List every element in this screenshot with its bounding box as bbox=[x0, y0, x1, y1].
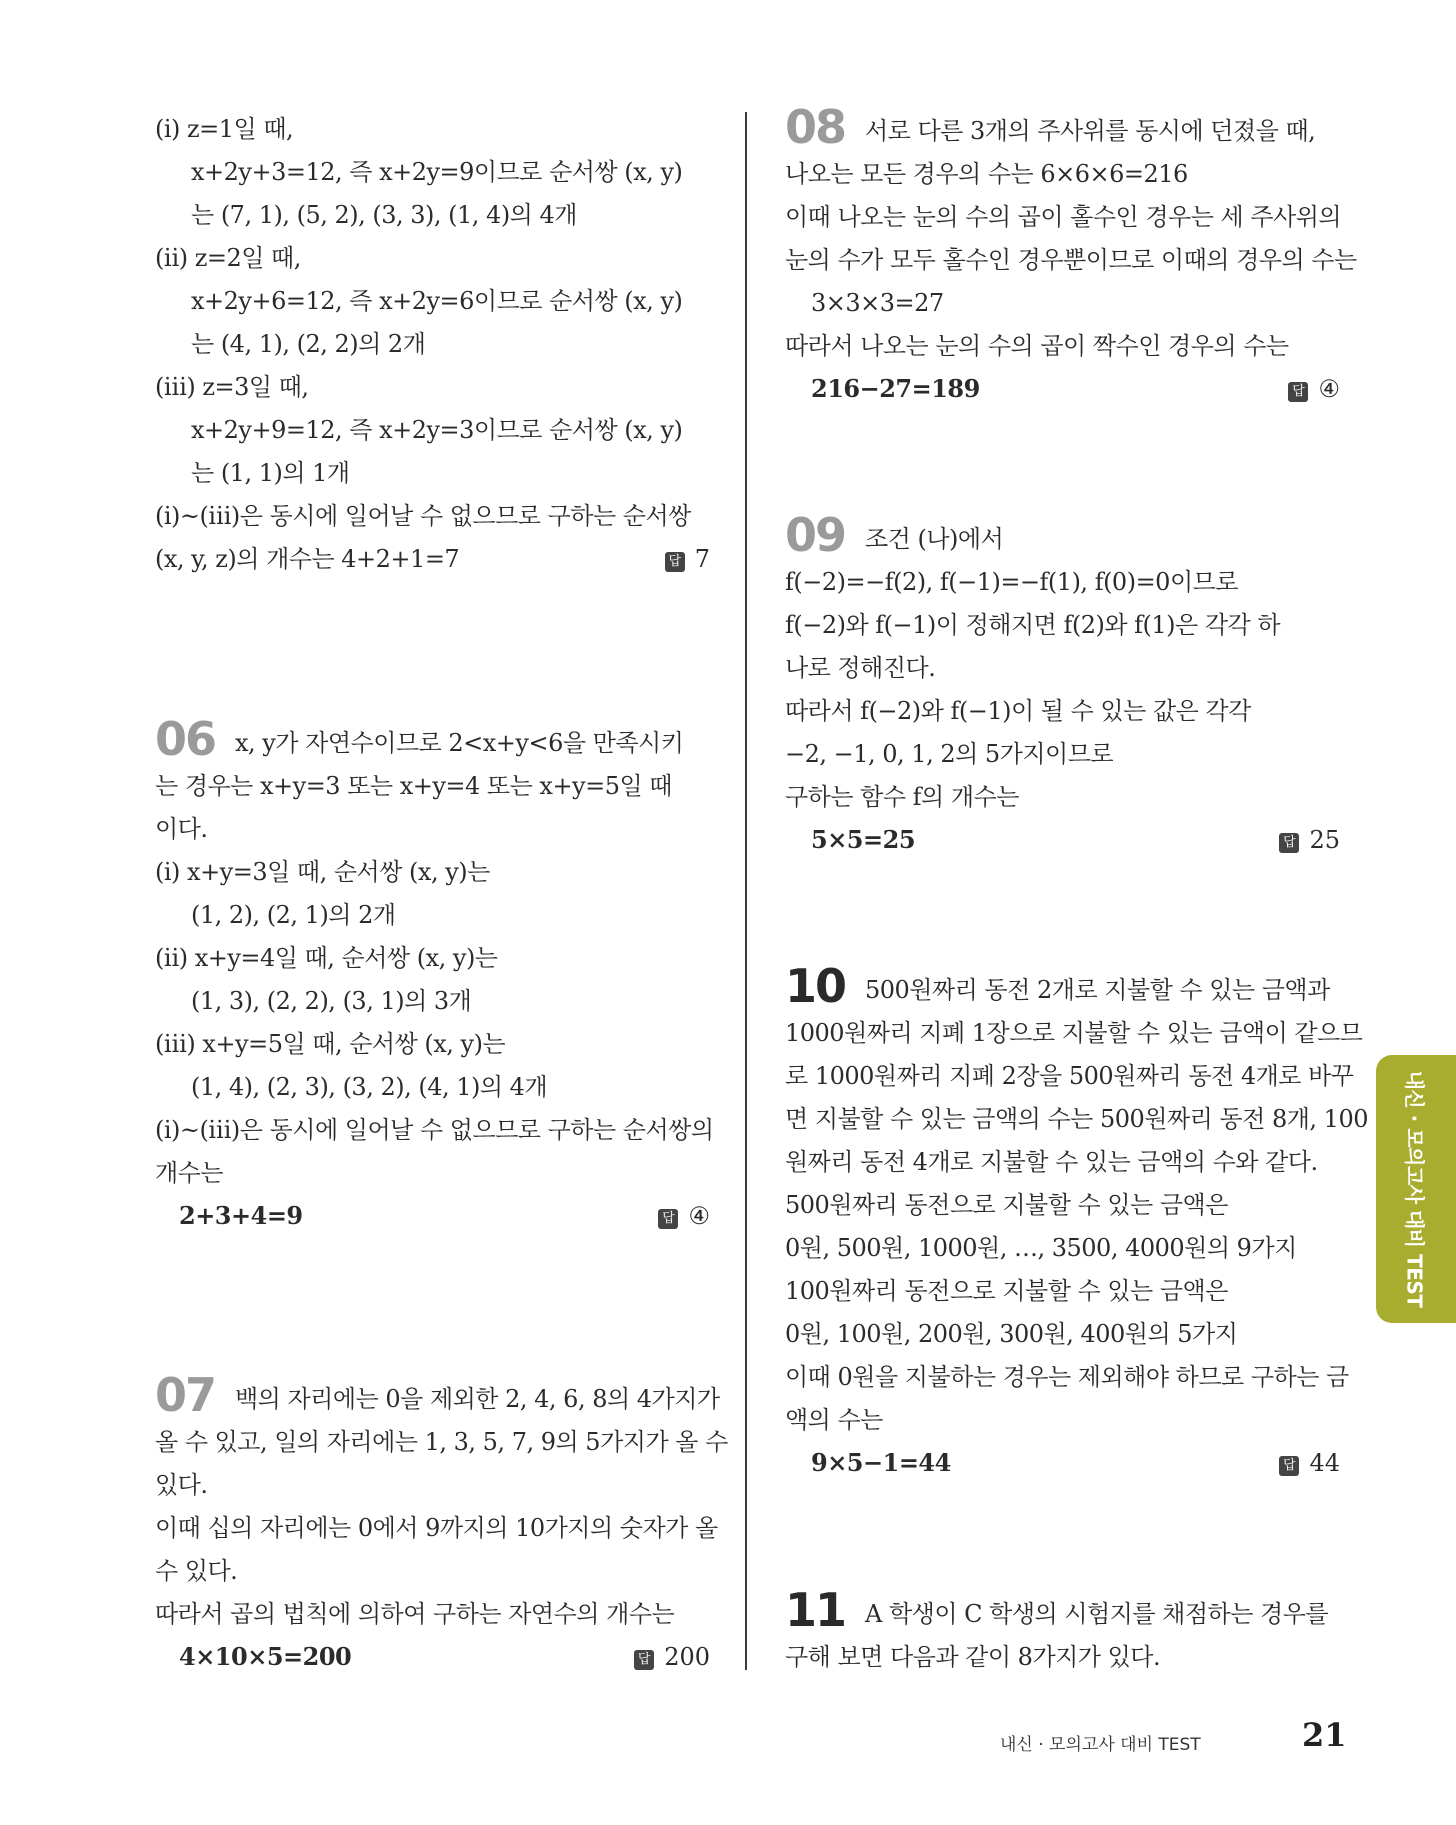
p10-answer: 답 44 bbox=[1279, 1448, 1340, 1478]
answer-icon: 답 bbox=[1288, 382, 1308, 402]
p08-answer: 답 ④ bbox=[1288, 374, 1340, 404]
p09-line: −2, −1, 0, 1, 2의 5가지이므로 bbox=[785, 740, 1114, 768]
p05-line: 는 (7, 1), (5, 2), (3, 3), (1, 4)의 4개 bbox=[191, 201, 577, 229]
answer-icon: 답 bbox=[1279, 833, 1299, 853]
p11-line: A 학생이 C 학생의 시험지를 채점하는 경우를 bbox=[865, 1600, 1329, 1628]
p07-line: 백의 자리에는 0을 제외한 2, 4, 6, 8의 4가지가 bbox=[235, 1385, 720, 1413]
p08-line: 따라서 나오는 눈의 수의 곱이 짝수인 경우의 수는 bbox=[785, 332, 1289, 360]
p06-line: (1, 2), (2, 1)의 2개 bbox=[191, 901, 396, 929]
p09-line: 5×5=25 bbox=[811, 825, 916, 854]
p10-line: 500원짜리 동전 2개로 지불할 수 있는 금액과 bbox=[865, 976, 1330, 1004]
side-tab-label: 내신 · 모의고사 대비 TEST bbox=[1402, 1070, 1427, 1308]
p05-line: 는 (4, 1), (2, 2)의 2개 bbox=[191, 330, 426, 358]
p06-line: 2+3+4=9 bbox=[179, 1201, 303, 1230]
p06-line: x, y가 자연수이므로 2<x+y<6을 만족시키 bbox=[235, 729, 684, 757]
problem-number-06: 06 bbox=[155, 712, 216, 766]
p06-line: (ⅲ) x+y=5일 때, 순서쌍 (x, y)는 bbox=[155, 1030, 506, 1058]
p08-line: 나오는 모든 경우의 수는 6×6×6=216 bbox=[785, 160, 1188, 188]
p10-line: 원짜리 동전 4개로 지불할 수 있는 금액의 수와 같다. bbox=[785, 1148, 1318, 1176]
p09-line: 조건 (나)에서 bbox=[865, 525, 1004, 553]
p11-line: 구해 보면 다음과 같이 8가지가 있다. bbox=[785, 1643, 1161, 1671]
p06-line: 는 경우는 x+y=3 또는 x+y=4 또는 x+y=5일 때 bbox=[155, 772, 672, 800]
p07-line: 있다. bbox=[155, 1471, 208, 1499]
p06-line: (ⅰ) x+y=3일 때, 순서쌍 (x, y)는 bbox=[155, 858, 490, 886]
p07-line: 4×10×5=200 bbox=[179, 1642, 352, 1671]
p05-line: (ⅱ) z=2일 때, bbox=[155, 244, 301, 272]
p08-line: 216−27=189 bbox=[811, 374, 980, 403]
answer-icon: 답 bbox=[1279, 1456, 1299, 1476]
problem-number-09: 09 bbox=[785, 508, 846, 562]
p05-line: x+2y+9=12, 즉 x+2y=3이므로 순서쌍 (x, y) bbox=[191, 416, 683, 444]
p05-line: (ⅰ) z=1일 때, bbox=[155, 115, 294, 143]
p05-line: (ⅰ)~(ⅲ)은 동시에 일어날 수 없으므로 구하는 순서쌍 bbox=[155, 502, 691, 530]
p10-line: 액의 수는 bbox=[785, 1406, 883, 1434]
p07-line: 수 있다. bbox=[155, 1557, 238, 1585]
p06-line: 이다. bbox=[155, 815, 208, 843]
p09-line: f(−2)=−f(2), f(−1)=−f(1), f(0)=0이므로 bbox=[785, 568, 1238, 596]
answer-icon: 답 bbox=[634, 1650, 654, 1670]
p10-line: 100원짜리 동전으로 지불할 수 있는 금액은 bbox=[785, 1277, 1228, 1305]
p08-line: 3×3×3=27 bbox=[811, 289, 944, 317]
p05-line: x+2y+6=12, 즉 x+2y=6이므로 순서쌍 (x, y) bbox=[191, 287, 683, 315]
p05-line: (x, y, z)의 개수는 4+2+1=7 bbox=[155, 545, 460, 573]
p10-line: 500원짜리 동전으로 지불할 수 있는 금액은 bbox=[785, 1191, 1228, 1219]
p10-line: 이때 0원을 지불하는 경우는 제외해야 하므로 구하는 금 bbox=[785, 1363, 1349, 1391]
p06-line: (ⅰ)~(ⅲ)은 동시에 일어날 수 없으므로 구하는 순서쌍의 bbox=[155, 1116, 714, 1144]
p10-line: 0원, 500원, 1000원, …, 3500, 4000원의 9가지 bbox=[785, 1234, 1297, 1262]
page-number: 21 bbox=[1302, 1716, 1347, 1754]
p07-line: 이때 십의 자리에는 0에서 9까지의 10가지의 숫자가 올 bbox=[155, 1514, 718, 1542]
p10-line: 로 1000원짜리 지폐 2장을 500원짜리 동전 4개로 바꾸 bbox=[785, 1062, 1354, 1090]
footer-section-title: 내신 · 모의고사 대비 TEST bbox=[1000, 1735, 1201, 1755]
problem-number-10: 10 bbox=[785, 959, 846, 1013]
p10-line: 면 지불할 수 있는 금액의 수는 500원짜리 동전 8개, 100 bbox=[785, 1105, 1368, 1133]
p06-line: (ⅱ) x+y=4일 때, 순서쌍 (x, y)는 bbox=[155, 944, 498, 972]
column-divider bbox=[745, 112, 747, 1670]
p07-line: 따라서 곱의 법칙에 의하여 구하는 자연수의 개수는 bbox=[155, 1600, 675, 1628]
p09-answer: 답 25 bbox=[1279, 825, 1340, 855]
p06-line: (1, 3), (2, 2), (3, 1)의 3개 bbox=[191, 987, 472, 1015]
p05-line: x+2y+3=12, 즉 x+2y=9이므로 순서쌍 (x, y) bbox=[191, 158, 683, 186]
p08-line: 눈의 수가 모두 홀수인 경우뿐이므로 이때의 경우의 수는 bbox=[785, 246, 1357, 274]
p09-line: 구하는 함수 f의 개수는 bbox=[785, 783, 1019, 811]
p07-line: 올 수 있고, 일의 자리에는 1, 3, 5, 7, 9의 5가지가 올 수 bbox=[155, 1428, 728, 1456]
p05-answer: 답 7 bbox=[665, 544, 710, 574]
answer-icon: 답 bbox=[658, 1209, 678, 1229]
p05-line: (ⅲ) z=3일 때, bbox=[155, 373, 309, 401]
p10-line: 9×5−1=44 bbox=[811, 1448, 951, 1477]
p10-line: 1000원짜리 지폐 1장으로 지불할 수 있는 금액이 같으므 bbox=[785, 1019, 1363, 1047]
p08-line: 이때 나오는 눈의 수의 곱이 홀수인 경우는 세 주사위의 bbox=[785, 203, 1342, 231]
p05-line: 는 (1, 1)의 1개 bbox=[191, 459, 350, 487]
problem-number-07: 07 bbox=[155, 1368, 216, 1422]
p06-line: 개수는 bbox=[155, 1159, 224, 1187]
p06-answer: 답 ④ bbox=[658, 1201, 710, 1231]
section-side-tab bbox=[1376, 1055, 1456, 1323]
problem-number-08: 08 bbox=[785, 100, 846, 154]
p08-line: 서로 다른 3개의 주사위를 동시에 던졌을 때, bbox=[865, 117, 1316, 145]
answer-icon: 답 bbox=[665, 552, 685, 572]
p09-line: 나로 정해진다. bbox=[785, 654, 936, 682]
p06-line: (1, 4), (2, 3), (3, 2), (4, 1)의 4개 bbox=[191, 1073, 548, 1101]
problem-number-11: 11 bbox=[785, 1583, 846, 1637]
p10-line: 0원, 100원, 200원, 300원, 400원의 5가지 bbox=[785, 1320, 1238, 1348]
p07-answer: 답 200 bbox=[634, 1642, 710, 1672]
p09-line: 따라서 f(−2)와 f(−1)이 될 수 있는 값은 각각 bbox=[785, 697, 1251, 725]
p09-line: f(−2)와 f(−1)이 정해지면 f(2)와 f(1)은 각각 하 bbox=[785, 611, 1281, 639]
